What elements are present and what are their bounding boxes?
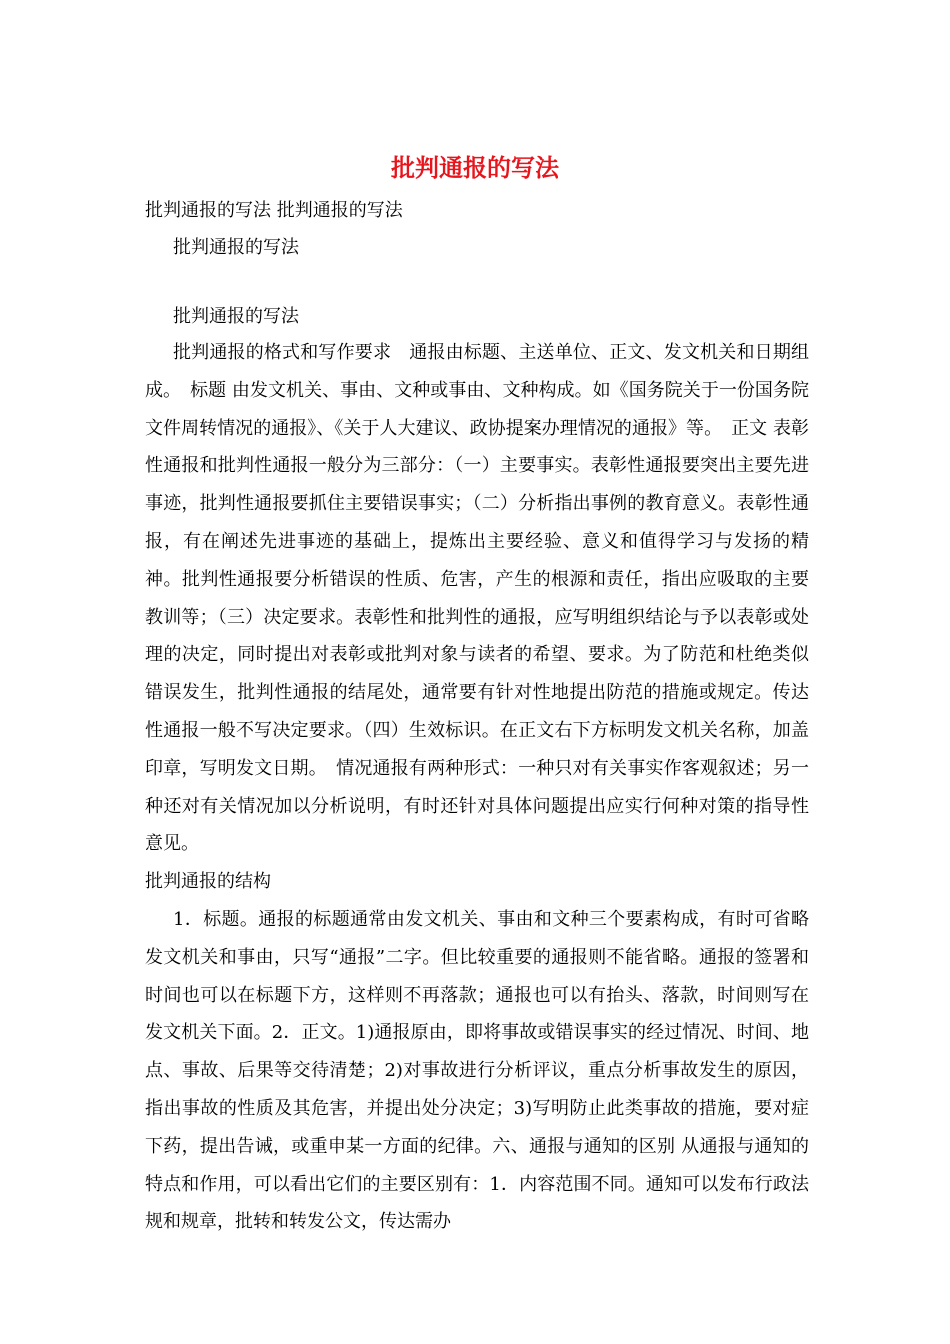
document-body (145, 334, 809, 1241)
paragraph-structure-details: 1．标题。通报的标题通常由发文机关、事由和文种三个要素构成，有时可省略发文机关和事由，只写“通报”二字。但比较重要的通报则不能省略。通报的签署和时间也可以在标题下方，这样则不再落款；通报也可以有抬头、落款，时间则写在发文机关下面。2．正文。1)通报原由，即将事故或错误事实的经过情况、时间、地点、事故、后果等交待清楚；2)对事故进行分析评议，重点分析事故发生的原因，指出事故的性质及其危害，并提出处分决定；3)写明防止此类事故的措施，要对症下药，提出告诫，或重申某一方面的纪律。六、通报与通知的区别 从通报与通知的特点和作用，可以看出它们的主要区别有：1．内容范围不同。通知可以发布行政法规和规章，批转和转发公文，传达需办 (145, 908, 809, 1233)
section-heading-structure: 批判通报的结构 (145, 871, 271, 893)
document-title: 批判通报的写法 (391, 153, 559, 182)
header-line-2: 批判通报的写法 (173, 237, 299, 258)
header-line-3: 批判通报的写法 (173, 306, 299, 327)
paragraph-format-requirements: 批判通报的格式和写作要求 通报由标题、主送单位、正文、发文机关和日期组成。 标题 由发文机关、事由、文种或事由、文种构成。如《国务院关于一份国务院文件周转情况的通报》、《关于人大建议、政协提案办理情况的通报》等。 正文 表彰性通报和批判性通报一般分为三部分：（一）主要事实。表彰性通报要突出主要先进事迹，批判性通报要抓住主要错误事实；（二）分析指出事例的教育意义。表彰性通报，有在阐述先进事迹的基础上，提炼出主要经验、意义和值得学习与发扬的精神。批判性通报要分析错误的性质、危害，产生的根源和责任，指出应吸取的主要教训等；（三）决定要求。表彰性和批判性的通报，应写明组织结论与予以表彰或处理的决定，同时提出对表彰或批判对象与读者的希望、要求。为了防范和杜绝类似错误发生，批判性通报的结尾处，通常要有针对性地提出防范的措施或规定。传达性通报一般不写决定要求。（四）生效标识。在正文右下方标明发文机关名称，加盖印章，写明发文日期。 情况通报有两种形式：一种只对有关事实作客观叙述；另一种还对有关情况加以分析说明，有时还针对具体问题提出应实行何种对策的指导性意见。 (145, 342, 809, 855)
header-line-1: 批判通报的写法 批判通报的写法 (145, 200, 403, 221)
